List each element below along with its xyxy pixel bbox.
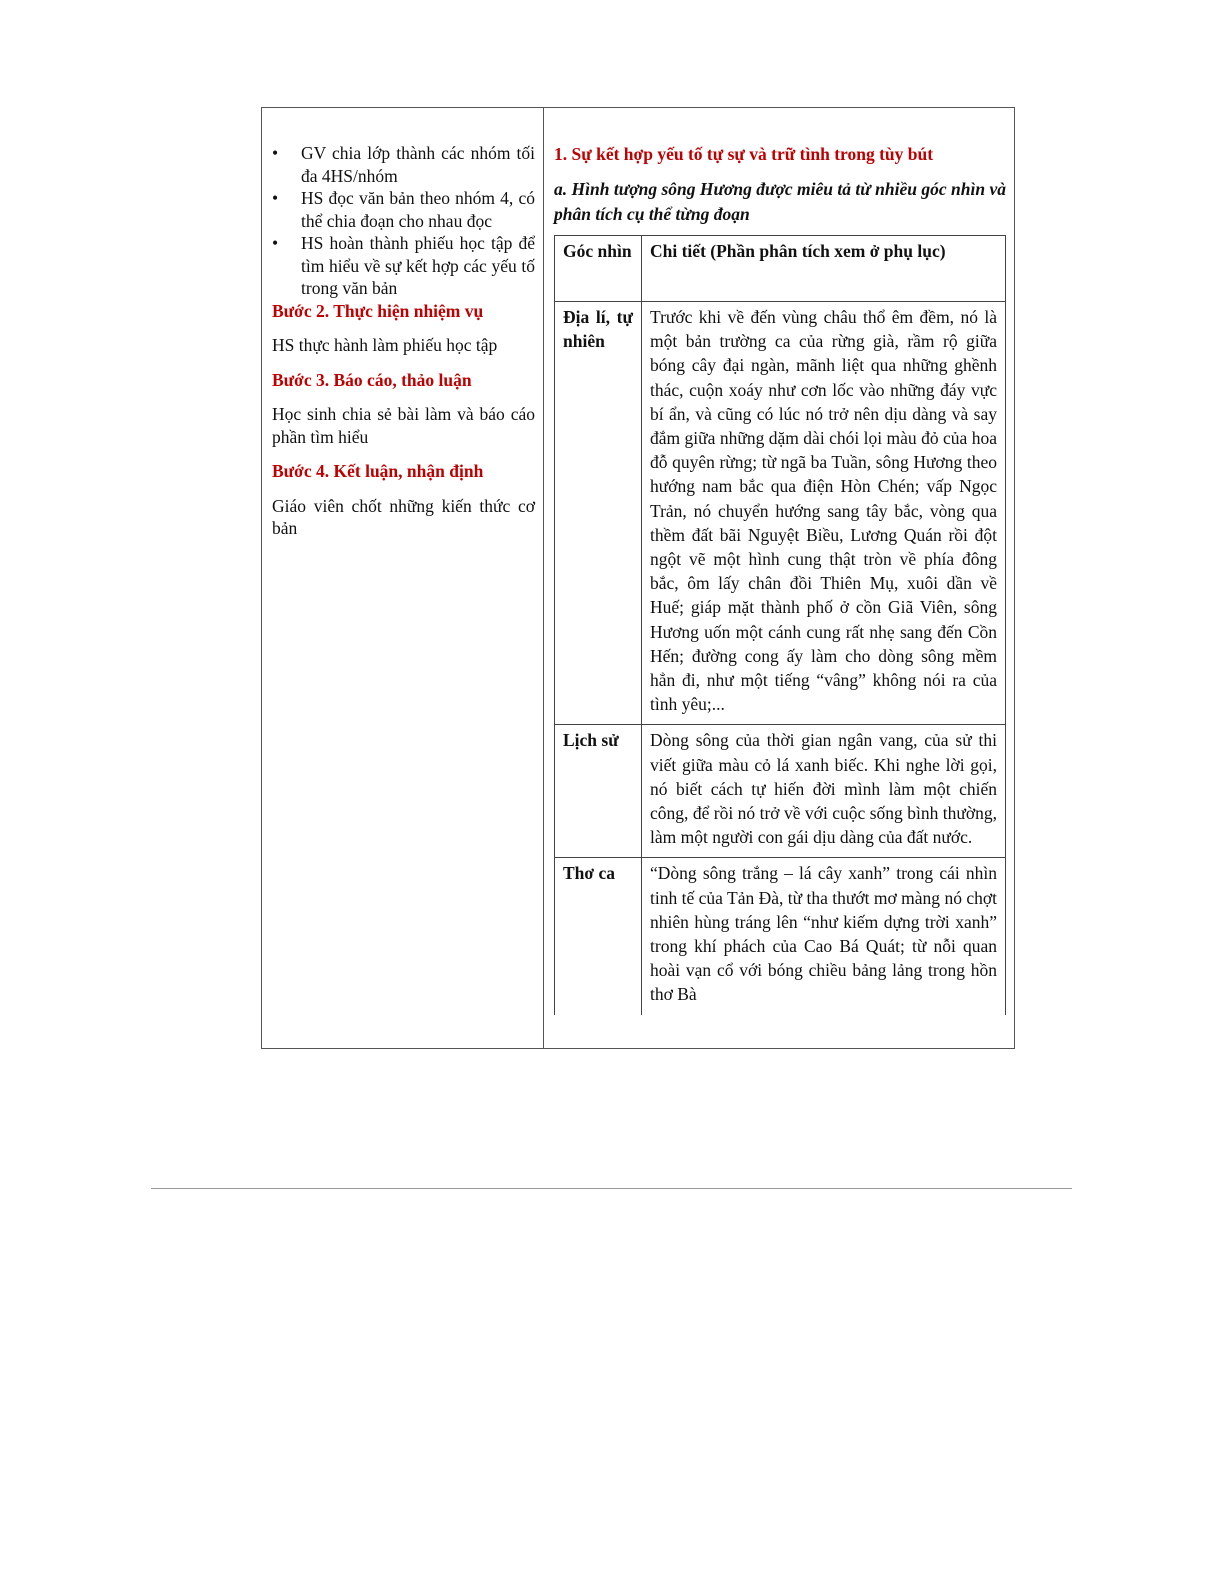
section-subheading: a. Hình tượng sông Hương được miêu tả từ nhiều góc nhìn và phân tích cụ thể từng đoạn — [554, 179, 1006, 224]
row-goc-nhin: Thơ ca — [555, 858, 642, 1015]
step-2-title: Bước 2. Thực hiện nhiệm vụ — [272, 300, 484, 321]
section-heading: 1. Sự kết hợp yếu tố tự sự và trữ tình trong tùy bút — [554, 144, 934, 164]
header-goc-nhin: Góc nhìn — [555, 236, 642, 302]
bullet-item — [272, 232, 535, 300]
step-3-title: Bước 3. Báo cáo, thảo luận — [272, 369, 472, 390]
lesson-table — [261, 107, 1015, 1049]
table-header-row — [555, 236, 1006, 302]
bullet-item — [272, 187, 535, 232]
row-goc-nhin: Địa lí, tự nhiên — [555, 302, 642, 725]
table-row — [555, 302, 1006, 725]
bullet-icon: • — [272, 143, 279, 163]
row-chi-tiet: Trước khi về đến vùng châu thổ êm đềm, nó là một bản trường ca của rừng già, rầm rộ giữa bóng cây đại ngàn, mãnh liệt qua những ghềnh thác, cuộn xoáy như cơn lốc vào những đáy vực bí ẩn, và cũng có lúc nó trở nên dịu dàng và say đắm giữa những dặm dài chói lọi màu đỏ của hoa đỗ quyên rừng; từ ngã ba Tuần, sông Hương theo hướng nam bắc qua điện Hòn Chén; vấp Ngọc Trản, nó chuyển hướng sang tây bắc, vòng qua thềm đất bãi Nguyệt Biều, Lương Quán rồi đột ngột vẽ một hình cung thật tròn về phía đông bắc, ôm lấy chân đồi Thiên Mụ, xuôi dần về Huế; giáp mặt thành phố ở cồn Giã Viên, sông Hương uốn một cánh cung rất nhẹ sang đến Cồn Hến; đường cong ấy làm cho dòng sông mềm hẳn đi, như một tiếng “vâng” không nói ra của tình yêu;... — [642, 302, 1006, 725]
perspective-table — [554, 235, 1006, 1015]
step-2-text: HS thực hành làm phiếu học tập — [272, 335, 498, 355]
bullet-text: GV chia lớp thành các nhóm tối đa 4HS/nhóm — [301, 143, 535, 186]
step-4-text: Giáo viên chốt những kiến thức cơ bản — [272, 495, 535, 538]
table-row — [555, 858, 1006, 1015]
table-row — [555, 725, 1006, 858]
bullet-text: HS hoàn thành phiếu học tập để tìm hiểu về sự kết hợp các yếu tố trong văn bản — [301, 233, 535, 298]
page-divider — [151, 1188, 1072, 1189]
row-goc-nhin: Lịch sử — [555, 725, 642, 858]
step-3-text: Học sinh chia sẻ bài làm và báo cáo phần tìm hiểu — [272, 404, 535, 447]
header-chi-tiet: Chi tiết (Phần phân tích xem ở phụ lục) — [642, 236, 1006, 302]
bullet-item — [272, 142, 535, 187]
row-chi-tiet: “Dòng sông trắng – lá cây xanh” trong cái nhìn tinh tế của Tản Đà, từ tha thướt mơ màng nó chợt nhiên hùng tráng lên “như kiếm dựng trời xanh” trong khí phách của Cao Bá Quát; từ nỗi quan hoài vạn cổ với bóng chiều bảng lảng trong hồn thơ Bà — [642, 858, 1006, 1015]
bullet-icon: • — [272, 233, 279, 253]
activity-column — [262, 108, 544, 1049]
row-chi-tiet: Dòng sông của thời gian ngân vang, của sử thi viết giữa màu cỏ lá xanh biếc. Khi nghe lời gọi, nó biết cách tự hiến đời mình làm một chiến công, để rồi nó trở về với cuộc sống bình thường, làm một người con gái dịu dàng của đất nước. — [642, 725, 1006, 858]
step-4-title: Bước 4. Kết luận, nhận định — [272, 461, 484, 481]
bullet-icon: • — [272, 188, 279, 208]
bullet-text: HS đọc văn bản theo nhóm 4, có thể chia đoạn cho nhau đọc — [301, 188, 535, 231]
content-column — [544, 108, 1015, 1049]
